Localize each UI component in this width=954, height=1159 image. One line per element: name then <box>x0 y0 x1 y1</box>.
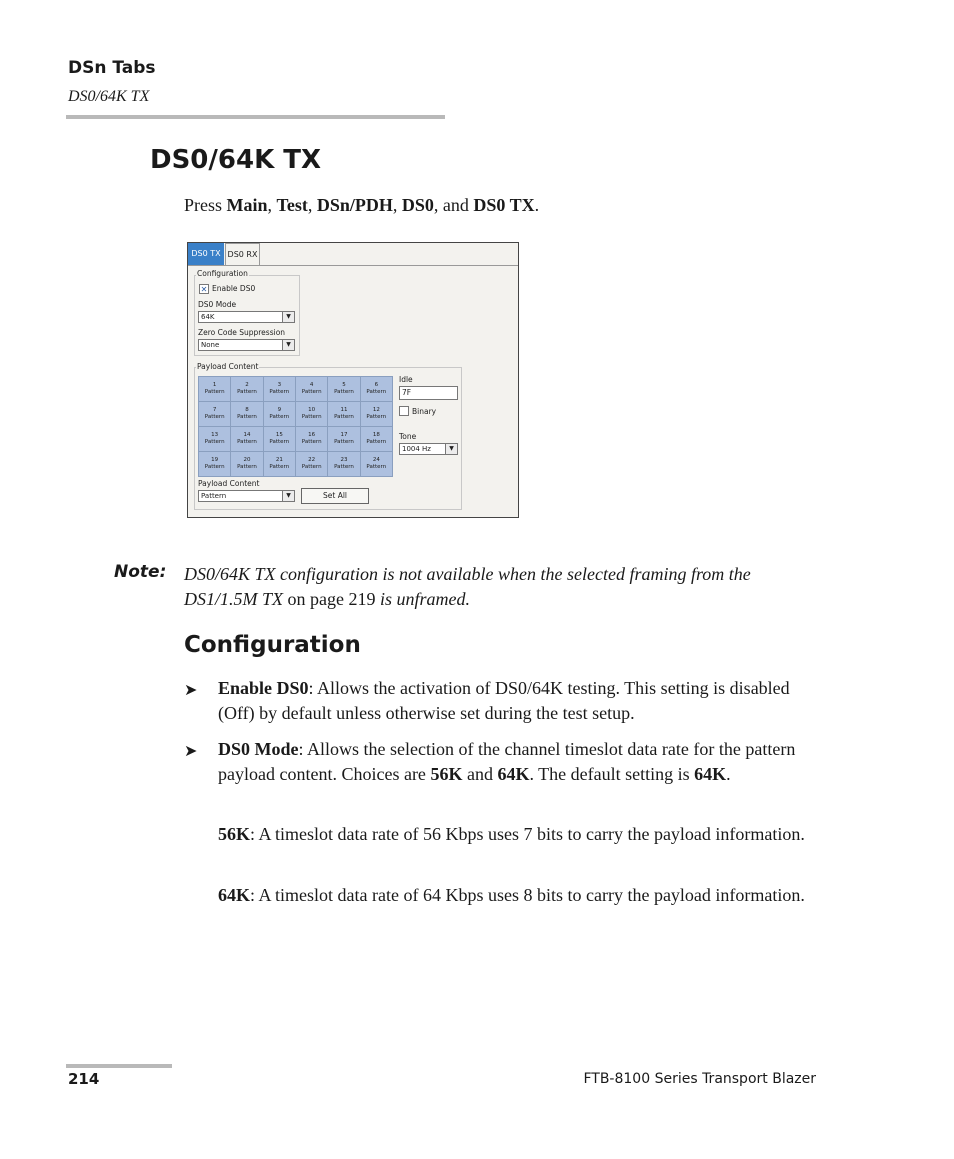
timeslot-cell[interactable]: 9 Pattern <box>264 402 295 426</box>
enable-ds0-checkbox[interactable]: ✕ <box>200 285 208 294</box>
running-header-subtitle: DS0/64K TX <box>68 88 150 105</box>
note-label: Note: <box>114 562 167 582</box>
bullet-arrow-icon: ➤ <box>184 743 198 760</box>
payload-content-label: Payload Content <box>198 479 260 488</box>
timeslot-cell[interactable]: 11 Pattern <box>328 402 359 426</box>
detail-56k: 56K: A timeslot data rate of 56 Kbps uses 7 bits to carry the payload information. <box>218 824 805 844</box>
timeslot-cell[interactable]: 6 Pattern <box>361 377 392 401</box>
ds0-tx-screenshot <box>187 242 519 518</box>
set-all-button[interactable]: Set All <box>301 488 369 504</box>
footer-rule <box>66 1064 172 1068</box>
page-number: 214 <box>68 1070 100 1088</box>
bullet-enable-ds0: Enable DS0: Allows the activation of DS0/64K testing. This setting is disabled (Off) by default unless otherwise set during the test setup. <box>218 678 790 723</box>
page-reference-link[interactable]: on page 219 <box>283 589 380 609</box>
timeslot-cell[interactable]: 15 Pattern <box>264 427 295 451</box>
timeslot-cell[interactable]: 21 Pattern <box>264 452 295 476</box>
running-header-title: DSn Tabs <box>68 58 156 78</box>
tone-select[interactable]: 1004 Hz ▼ <box>399 443 458 455</box>
timeslot-cell[interactable]: 5 Pattern <box>328 377 359 401</box>
chevron-down-icon: ▼ <box>282 340 294 350</box>
timeslot-grid <box>198 376 393 477</box>
chevron-down-icon: ▼ <box>282 312 294 322</box>
timeslot-cell[interactable]: 20 Pattern <box>231 452 262 476</box>
timeslot-cell[interactable]: 12 Pattern <box>361 402 392 426</box>
tab-ds0-rx[interactable]: DS0 RX <box>225 243 260 265</box>
bullet-ds0-mode: DS0 Mode: Allows the selection of the channel timeslot data rate for the pattern payload content. Choices are 56K and 64K. The default setting is 64K. <box>218 739 796 784</box>
timeslot-cell[interactable]: 4 Pattern <box>296 377 327 401</box>
payload-content-select[interactable]: Pattern ▼ <box>198 490 295 502</box>
timeslot-cell[interactable]: 2 Pattern <box>231 377 262 401</box>
binary-checkbox[interactable] <box>399 406 409 416</box>
section-heading: Configuration <box>184 632 361 658</box>
zcs-label: Zero Code Suppression <box>198 328 286 337</box>
header-rule <box>66 115 445 119</box>
timeslot-cell[interactable]: 17 Pattern <box>328 427 359 451</box>
tab-divider <box>188 265 518 266</box>
tab-ds0-tx[interactable]: DS0 TX <box>188 243 224 265</box>
configuration-group-title: Configuration <box>197 269 248 278</box>
chevron-down-icon: ▼ <box>282 491 294 501</box>
ds0-mode-select[interactable]: 64K ▼ <box>198 311 295 323</box>
timeslot-cell[interactable]: 8 Pattern <box>231 402 262 426</box>
timeslot-cell[interactable]: 19 Pattern <box>199 452 230 476</box>
chevron-down-icon: ▼ <box>445 444 457 454</box>
tone-label: Tone <box>399 432 417 441</box>
timeslot-cell[interactable]: 10 Pattern <box>296 402 327 426</box>
timeslot-cell[interactable]: 3 Pattern <box>264 377 295 401</box>
timeslot-cell[interactable]: 7 Pattern <box>199 402 230 426</box>
idle-label: Idle <box>399 375 413 384</box>
note-text: DS0/64K TX configuration is not available when the selected framing from the DS1/1.5M TX on page 219 is unframed. <box>184 564 751 609</box>
binary-label: Binary <box>412 407 437 416</box>
ds0-mode-label: DS0 Mode <box>198 300 237 309</box>
intro-instruction: Press Main, Test, DSn/PDH, DS0, and DS0 TX. <box>184 195 540 215</box>
detail-64k: 64K: A timeslot data rate of 64 Kbps uses 8 bits to carry the payload information. <box>218 885 805 905</box>
idle-input[interactable]: 7F <box>399 386 458 400</box>
timeslot-cell[interactable]: 16 Pattern <box>296 427 327 451</box>
timeslot-cell[interactable]: 13 Pattern <box>199 427 230 451</box>
enable-ds0-label: Enable DS0 <box>212 284 256 293</box>
page-title: DS0/64K TX <box>150 145 322 175</box>
timeslot-cell[interactable]: 23 Pattern <box>328 452 359 476</box>
bullet-arrow-icon: ➤ <box>184 682 198 699</box>
timeslot-cell[interactable]: 14 Pattern <box>231 427 262 451</box>
timeslot-cell[interactable]: 24 Pattern <box>361 452 392 476</box>
footer-product-name: FTB-8100 Series Transport Blazer <box>583 1071 816 1087</box>
payload-content-group-title: Payload Content <box>197 362 259 371</box>
timeslot-cell[interactable]: 18 Pattern <box>361 427 392 451</box>
zcs-select[interactable]: None ▼ <box>198 339 295 351</box>
timeslot-cell[interactable]: 22 Pattern <box>296 452 327 476</box>
timeslot-cell[interactable]: 1 Pattern <box>199 377 230 401</box>
